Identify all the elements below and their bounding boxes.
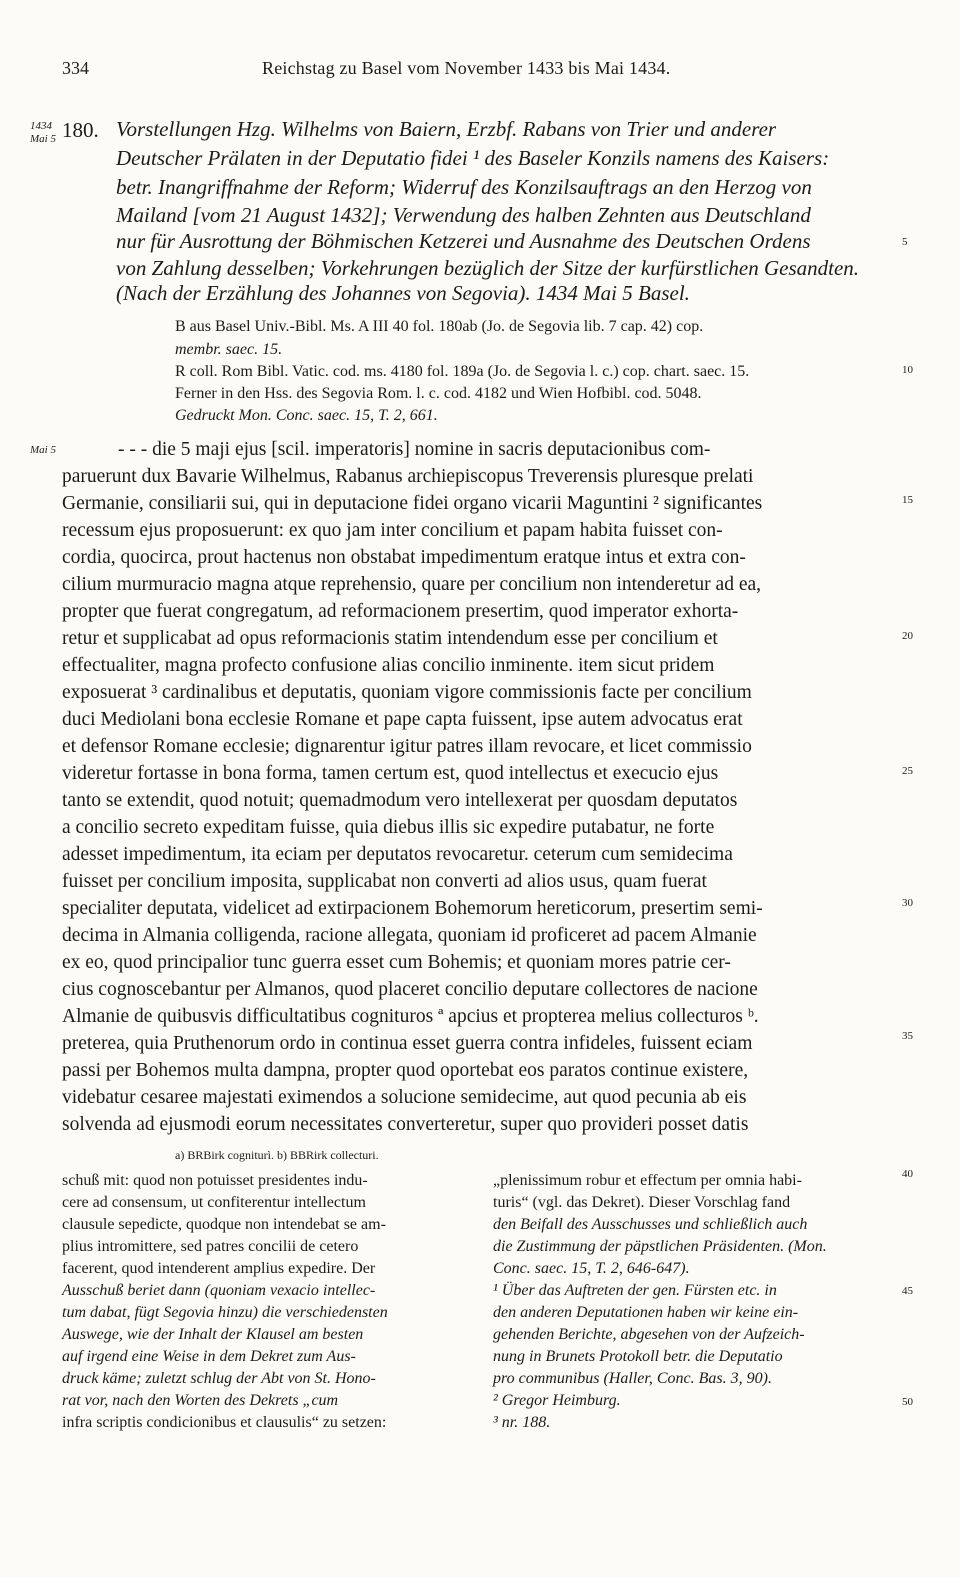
source-line: B aus Basel Univ.-Bibl. Ms. A III 40 fol. 180ab (Jo. de Segovia lib. 7 cap. 42) cop.: [175, 318, 704, 335]
body-line: retur et supplicabat ad opus reformacionis statim intendendum esse per concilium et: [62, 628, 718, 649]
document-number: 180.: [62, 118, 99, 142]
footnote-line: den Beifall des Ausschusses und schließlich auch: [493, 1216, 808, 1233]
footnote-line: die Zustimmung der päpstlichen Präsidenten. (Mon.: [493, 1238, 827, 1255]
source-line: Gedruckt Mon. Conc. saec. 15, T. 2, 661.: [175, 407, 438, 424]
body-line: - - - die 5 maji ejus [scil. imperatoris] nomine in sacris deputacionibus com-: [118, 439, 711, 460]
footnote-line: Conc. saec. 15, T. 2, 646-647).: [493, 1260, 690, 1277]
line-number: 25: [902, 765, 913, 777]
footnote-line: cere ad consensum, ut confiterentur intellectum: [62, 1194, 366, 1211]
body-line: cius cognoscebantur per Almanos, quod placeret concilio deputare collectores de nacione: [62, 979, 758, 1000]
body-line: cilium murmuracio magna atque reprehensio, quare per concilium non intenderetur ad ea,: [62, 574, 762, 595]
footnote-line: schuß mit: quod non potuisset presidentes indu-: [62, 1172, 368, 1189]
footnote-line: facerent, quod intenderent amplius expedire. Der: [62, 1260, 376, 1277]
footnote-line: tum dabat, fügt Segovia hinzu) die verschiedensten: [62, 1304, 388, 1321]
source-line: R coll. Rom Bibl. Vatic. cod. ms. 4180 fol. 189a (Jo. de Segovia l. c.) cop. chart. saec. 15.: [175, 363, 750, 380]
footnote-line: plius intromittere, sed patres concilii de cetero: [62, 1238, 359, 1255]
body-line: duci Mediolani bona ecclesie Romane et pape capta fuissent, ipse autem advocatus erat: [62, 709, 743, 730]
line-number: 20: [902, 630, 913, 642]
footnote-line: druck käme; zuletzt schlug der Abt von St. Hono-: [62, 1370, 376, 1387]
body-line: tanto se extendit, quod notuit; quemadmodum vero intellexerat per quosdam deputatos: [62, 790, 738, 811]
body-line: videbatur cesaree majestati eximendos a solucione semidecime, aut quod pecunia ab eis: [62, 1087, 747, 1108]
footnote-line: auf irgend eine Weise in dem Dekret zum Aus-: [62, 1348, 356, 1365]
line-number: 30: [902, 897, 913, 909]
heading-line: Deutscher Prälaten in der Deputatio fidei ¹ des Baseler Konzils namens des Kaisers:: [116, 146, 830, 170]
margin-date: Mai 5: [30, 444, 56, 456]
footnote-line: rat vor, nach den Worten des Dekrets „cum: [62, 1392, 339, 1409]
page-number: 334: [62, 58, 89, 78]
footnote-line: gehenden Berichte, abgesehen von der Aufzeich-: [493, 1326, 805, 1343]
footnote-line: ³ nr. 188.: [493, 1414, 551, 1431]
body-line: videretur fortasse in bona forma, tamen certum est, quod intellectus et execucio ejus: [62, 763, 719, 784]
line-number: 40: [902, 1168, 913, 1180]
body-line: ex eo, quod principalior tunc guerra esset cum Bohemis; et quoniam mores patrie cer-: [62, 952, 731, 973]
line-number: 5: [902, 236, 908, 248]
heading-line: Mailand [vom 21 August 1432]; Verwendung des halben Zehnten aus Deutschland: [116, 203, 811, 227]
body-line: paruerunt dux Bavarie Wilhelmus, Rabanus archiepiscopus Treverensis pluresque prelati: [62, 466, 754, 487]
source-line: Ferner in den Hss. des Segovia Rom. l. c. cod. 4182 und Wien Hofbibl. cod. 5048.: [175, 385, 702, 402]
body-line: propter que fuerat congregatum, ad reformacionem presertim, quod imperator exhorta-: [62, 601, 739, 622]
footnote-line: Auswege, wie der Inhalt der Klausel am besten: [62, 1326, 364, 1343]
body-line: Germanie, consiliarii sui, qui in deputacione fidei organo vicarii Maguntini ² significantes: [62, 493, 763, 514]
line-number: 35: [902, 1030, 913, 1042]
critical-apparatus: a) BRBirk cogniturì. b) BBRirk collecturi.: [175, 1148, 379, 1162]
heading-line: nur für Ausrottung der Böhmischen Ketzerei und Ausnahme des Deutschen Ordens: [116, 229, 811, 253]
line-number: 15: [902, 494, 913, 506]
body-line: decima in Almania colligenda, racione allegata, quoniam id proficeret ad pacem Almanie: [62, 925, 757, 946]
body-line: adesset impedimentum, ita eciam per deputatos revocaretur. ceterum cum semidecima: [62, 844, 733, 865]
footnote-line: pro communibus (Haller, Conc. Bas. 3, 90).: [493, 1370, 772, 1387]
running-title: Reichstag zu Basel vom November 1433 bis Mai 1434.: [262, 58, 671, 78]
footnote-line: den anderen Deputationen haben wir keine ein-: [493, 1304, 799, 1321]
body-line: cordia, quocirca, prout hactenus non obstabat impedimentum eratque intus et extra con-: [62, 547, 746, 568]
line-number: 45: [902, 1285, 913, 1297]
body-line: passi per Bohemos multa dampna, propter quod oportebat eos paratos continue existere,: [62, 1060, 749, 1081]
margin-date-year: 1434: [30, 120, 52, 132]
margin-date-day: Mai 5: [30, 133, 56, 145]
footnote-line: ² Gregor Heimburg.: [493, 1392, 621, 1409]
footnote-line: ¹ Über das Auftreten der gen. Fürsten etc. in: [493, 1282, 777, 1299]
heading-line: von Zahlung desselben; Vorkehrungen bezüglich der Sitze der kurfürstlichen Gesandten.: [116, 256, 860, 280]
body-line: effectualiter, magna profecto confusione alias concilio inminente. item sicut pridem: [62, 655, 715, 676]
body-line: Almanie de quibusvis difficultatibus cognituros ª apcius et propterea melius collecturos ᵇ.: [62, 1006, 759, 1027]
footnote-line: infra scriptis condicionibus et clausulis“ zu setzen:: [62, 1414, 387, 1431]
heading-line: (Nach der Erzählung des Johannes von Segovia). 1434 Mai 5 Basel.: [116, 281, 690, 305]
footnote-line: clausule sepedicte, quodque non intendebat se am-: [62, 1216, 386, 1233]
heading-line: betr. Inangriffnahme der Reform; Widerruf des Konzilsauftrags an den Herzog von: [116, 175, 812, 199]
body-line: exposuerat ³ cardinalibus et deputatis, quoniam vigore commissionis facte per concilium: [62, 682, 752, 703]
body-line: fuisset per concilium imposita, supplicabat non converti ad alios usus, quam fuerat: [62, 871, 707, 892]
footnote-line: nung in Brunets Protokoll betr. die Deputatio: [493, 1348, 783, 1365]
heading-line: Vorstellungen Hzg. Wilhelms von Baiern, Erzbf. Rabans von Trier und anderer: [116, 117, 777, 141]
body-line: recessum ejus proposuerunt: ex quo jam inter concilium et papam habita fuisset con-: [62, 520, 723, 541]
body-line: preterea, quia Pruthenorum ordo in continua esset guerra contra infideles, fuissent eciam: [62, 1033, 753, 1054]
body-line: a concilio secreto expeditam fuisse, quia diebus illis sic expedire putabatur, ne forte: [62, 817, 715, 838]
body-line: solvenda ad ejusmodi eorum necessitates converteretur, super quo provideri posset datis: [62, 1114, 749, 1135]
footnote-line: turis“ (vgl. das Dekret). Dieser Vorschlag fand: [493, 1194, 791, 1211]
source-line: membr. saec. 15.: [175, 341, 283, 358]
footnote-line: „plenissimum robur et effectum per omnia habi-: [493, 1172, 802, 1189]
line-number: 10: [902, 364, 913, 376]
body-line: specialiter deputata, videlicet ad extirpacionem Bohemorum hereticorum, presertim semi-: [62, 898, 763, 919]
footnote-line: Ausschuß beriet dann (quoniam vexacio intellec-: [62, 1282, 376, 1299]
line-number: 50: [902, 1396, 913, 1408]
body-line: et defensor Romane ecclesie; dignarentur igitur patres illam revocare, et licet commissio: [62, 736, 752, 757]
